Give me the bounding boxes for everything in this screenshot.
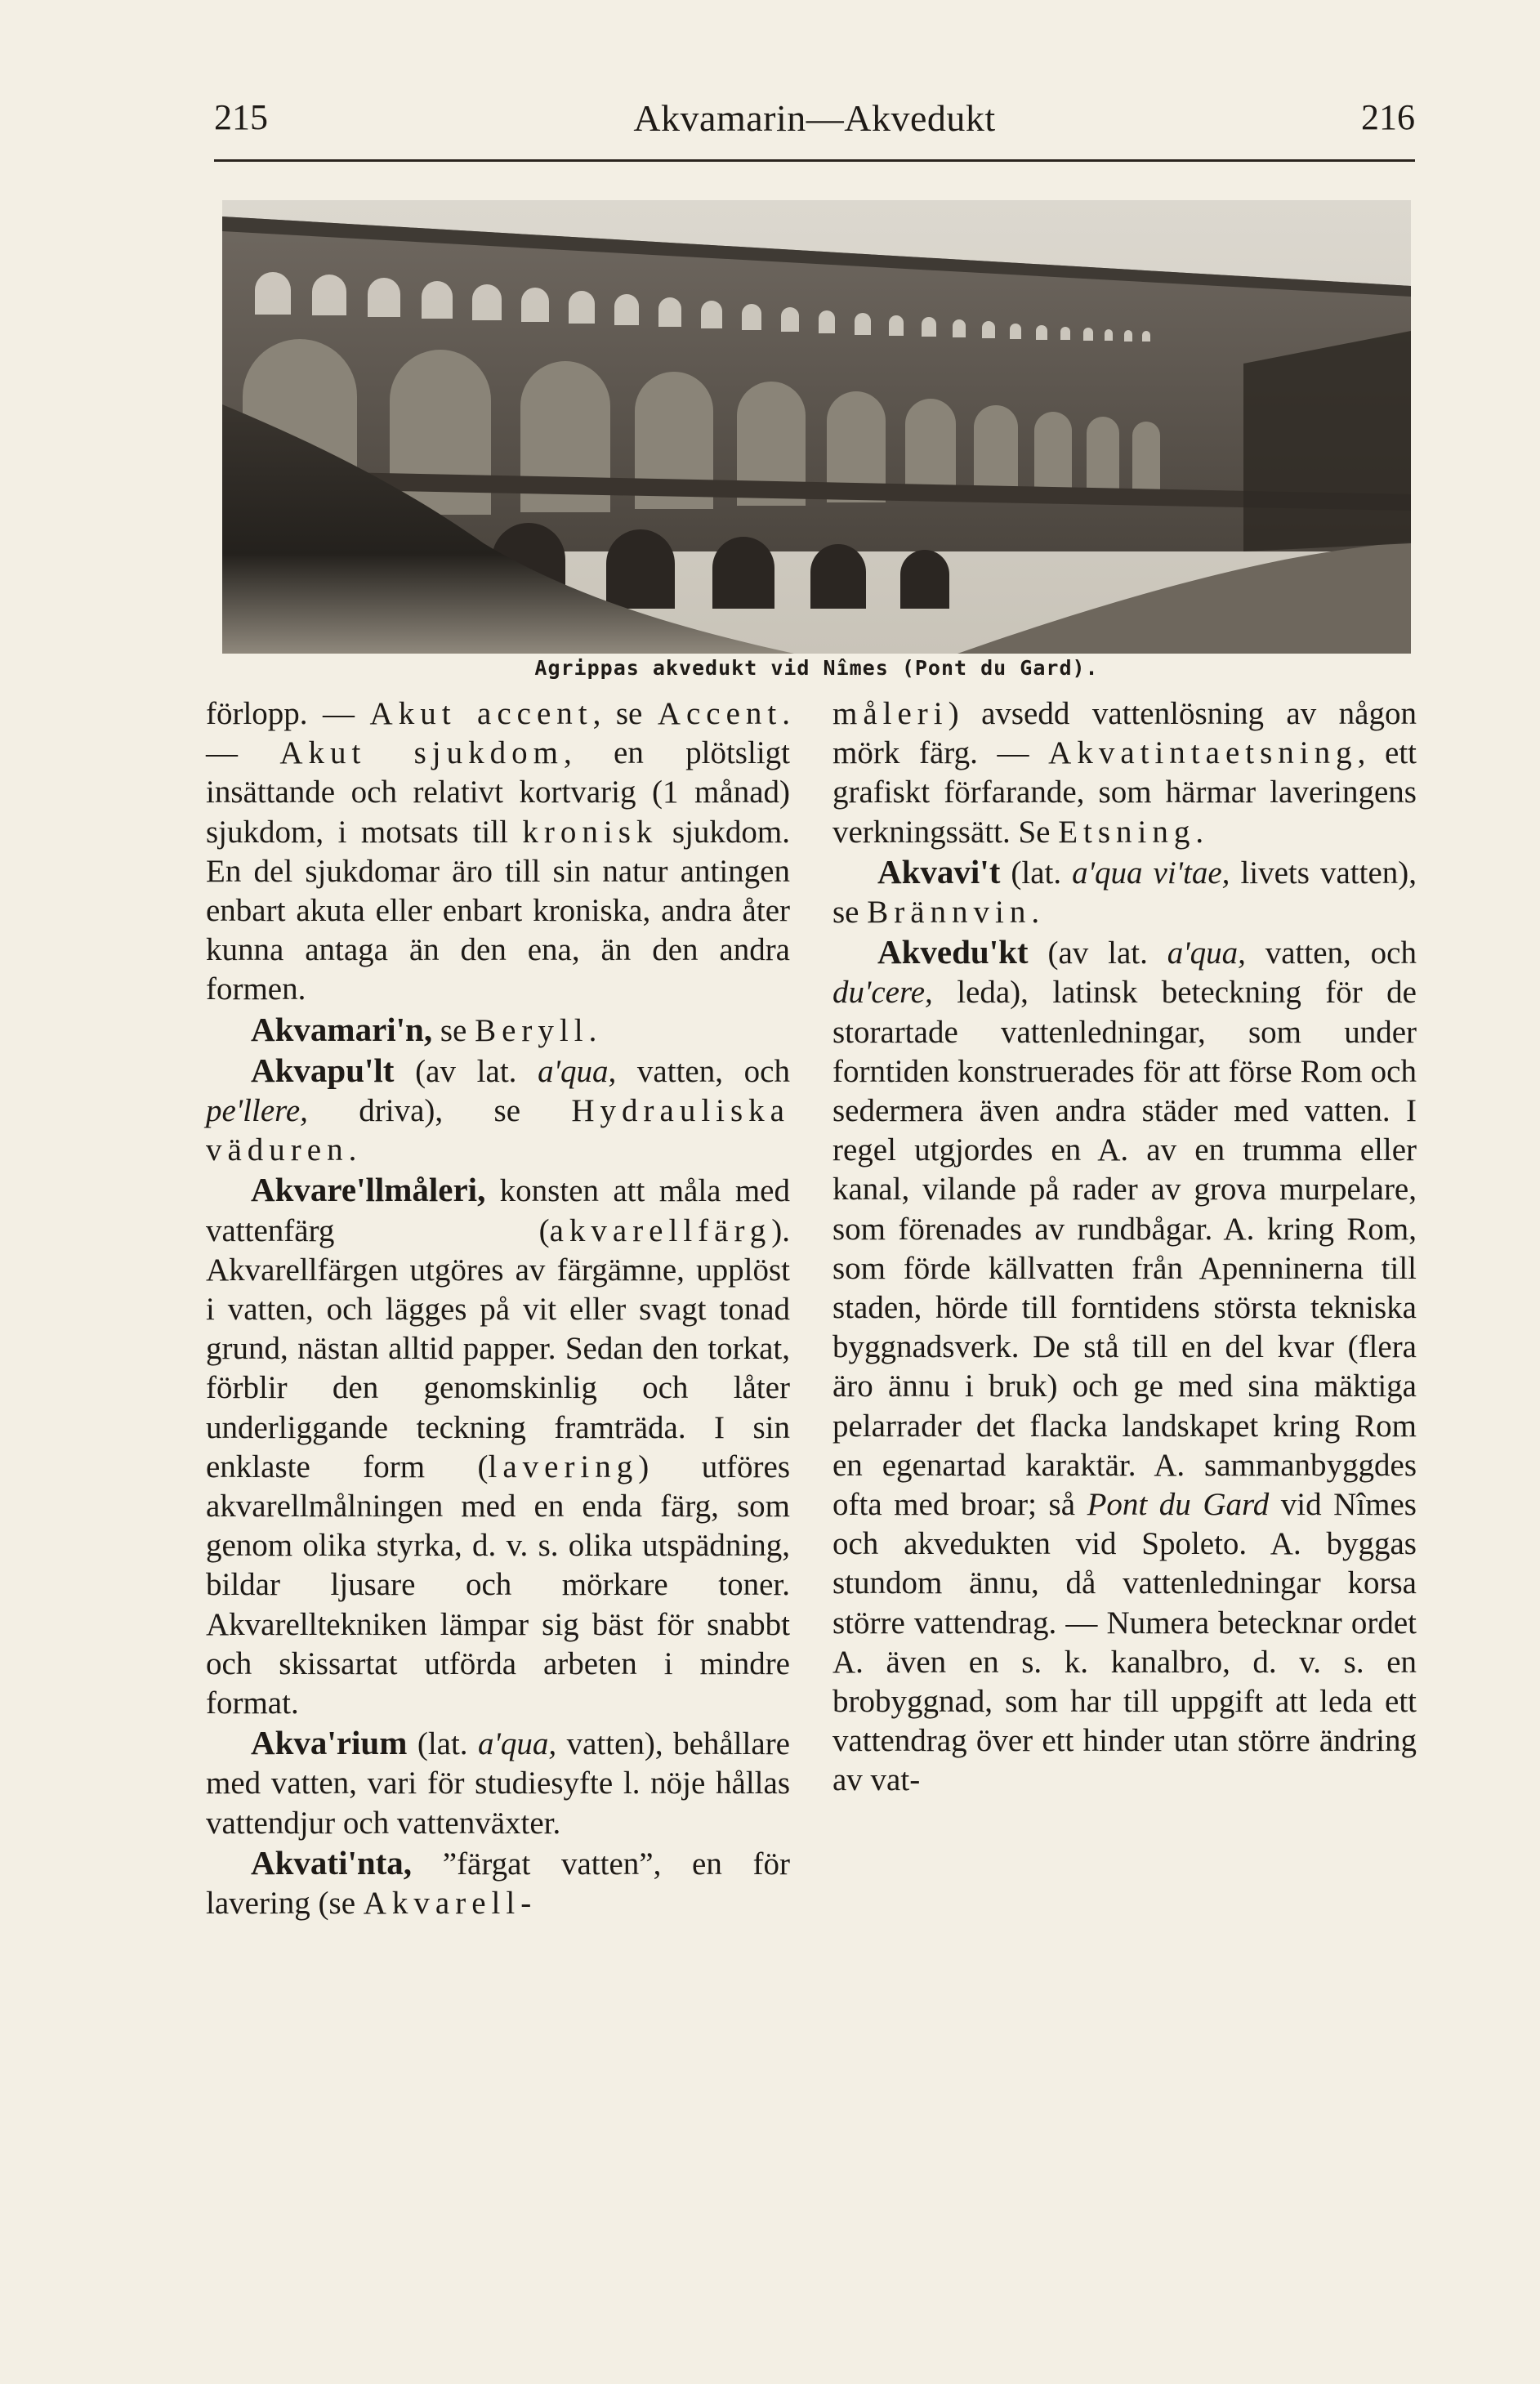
text-segment: lavering	[488, 1449, 639, 1484]
text-segment: . —	[206, 696, 790, 771]
text-segment: sjukdom. En del sjukdomar äro till sin natur antingen enbart akuta eller enbart kroniska, andra åter kunna antaga än den ena, än den andra formen.	[206, 814, 790, 1007]
text-segment: måleri	[832, 696, 949, 731]
page-title: Akvamarin—Akvedukt	[633, 97, 996, 139]
text-segment: leda), latinsk beteckning för de storartade vattenledningar, som under forntiden konstruerades för att förse Rom och sedermera även andra städer med vatten. I regel utgjordes en A. av en trumma eller kanal, vilande på rader av grova murpelare, som förenades av rundbågar. A. kring Rom, som förde källvatten från Apenninerna till staden, hörde till forntidens största tekniska byggnadsverk. De stå till en del kvar (flera äro ännu i bruk) och ge med sina mäktiga pelarrader det flacka landskapet kring Rom en egenartad karaktär. A. sammanbyggdes ofta med broar; så	[832, 975, 1417, 1523]
aqueduct-photo	[222, 200, 1411, 654]
running-head	[214, 96, 1415, 154]
text-segment: (av lat.	[394, 1053, 538, 1089]
text-segment: ”färgat vatten”, en för lavering (se	[206, 1846, 790, 1922]
text-segment: Pont du Gard	[1087, 1487, 1270, 1523]
text-segment: vatten, och	[616, 1053, 790, 1089]
text-segment: .	[1031, 895, 1040, 931]
text-segment: .	[588, 1012, 597, 1048]
headword: Akvare'llmåleri,	[251, 1171, 486, 1209]
text-segment: , ett grafiskt förfarande, som härmar laveringens verkningssätt. Se	[832, 735, 1417, 850]
entry-akvarellmaleri	[206, 1170, 790, 1723]
text-segment: Etsning	[1058, 814, 1196, 850]
entry-akvatinta	[206, 1843, 790, 1923]
text-segment: ) utföres akvarellmålningen med en enda färg, som genom olika styrka, d. v. s. olika utspädning, bildar ljusare och mörkare toner. Akvarelltekniken lämpar sig bäst för snabbt och skissartat utförda arbeten i mindre format.	[206, 1449, 790, 1721]
figure-caption: Agrippas akvedukt vid Nîmes (Pont du Gard).	[534, 656, 1099, 680]
right-paragraph-1	[832, 694, 1417, 852]
text-segment: (lat.	[1000, 855, 1073, 891]
text-segment: (av lat.	[1028, 935, 1167, 971]
text-segment: a'qua,	[1167, 935, 1246, 971]
text-segment: .	[348, 1132, 357, 1168]
text-segment: a'qua,	[478, 1726, 557, 1762]
page-number-right: 216	[1361, 97, 1415, 137]
left-column	[206, 694, 790, 1923]
text-segment: vatten, och	[1245, 935, 1417, 971]
headword: Akvavi't	[877, 852, 1001, 891]
text-segment: .	[1195, 814, 1204, 850]
text-segment: se	[432, 1012, 475, 1048]
headword: Akvamari'n,	[251, 1010, 433, 1048]
text-segment: vatten), behållare med vatten, vari för studiesyfte l. nöje hållas vattendjur och vattenväxter.	[206, 1726, 790, 1841]
header-rule	[214, 159, 1415, 162]
text-segment: Akvarell-	[363, 1886, 538, 1922]
text-segment: a'qua vi'tae,	[1072, 855, 1230, 891]
text-segment: , en plötsligt insättande och relativt kortvarig (1 månad) sjukdom, i motsats till	[206, 735, 790, 850]
text-segment: Hydrauliska väduren	[206, 1093, 790, 1168]
text-segment: ). Akvarellfärgen utgöres av färgämne, upplöst i vatten, och lägges på vit eller svagt tonad grund, nästan alltid papper. Sedan den torkat, förblir den genomskinlig och låter underliggande teckning framträda. I sin enklaste form (	[206, 1212, 790, 1484]
headword: Akvapu'lt	[251, 1051, 395, 1089]
text-segment: pe'llere,	[206, 1093, 308, 1129]
text-segment: du'cere,	[832, 975, 933, 1011]
right-column	[832, 694, 1417, 1801]
entry-akvedukt	[832, 932, 1417, 1800]
text-segment: livets vatten), se	[832, 855, 1417, 931]
text-segment: Accent	[657, 696, 783, 731]
text-segment: Beryll	[475, 1012, 589, 1048]
text-segment: Brännvin	[867, 895, 1032, 931]
text-segment: , se	[592, 696, 658, 731]
headword: Akva'rium	[251, 1724, 408, 1762]
entry-akvavit	[832, 852, 1417, 932]
headword: Akvati'nta,	[251, 1843, 413, 1882]
text-segment: förlopp. —	[206, 696, 370, 731]
text-segment: driva), se	[307, 1093, 572, 1129]
text-segment: ) avsedd vattenlösning av någon mörk färg. —	[832, 696, 1417, 771]
headword: Akvedu'kt	[877, 933, 1029, 971]
text-segment: kronisk	[522, 814, 658, 850]
text-segment: Akut sjukdom	[279, 735, 564, 771]
text-segment: a'qua,	[538, 1053, 617, 1089]
page-number-left: 215	[214, 97, 268, 137]
aqueduct-illustration	[222, 200, 1411, 654]
text-segment: konsten att måla med vattenfärg (	[206, 1173, 790, 1248]
entry-akvamarin	[206, 1010, 790, 1051]
left-paragraph-1	[206, 694, 790, 1010]
entry-akvapult	[206, 1051, 790, 1171]
text-segment: Akut accent	[369, 696, 593, 731]
text-segment: vid Nîmes och akvedukten vid Spoleto. A. byggas stundom ännu, då vattenledningar korsa större vattendrag. — Numera betecknar ordet A. även en s. k. kanalbro, d. v. s. en brobyggnad, som har till uppgift att leda ett vattendrag över ett hinder utan större ändring av vat-	[832, 1487, 1417, 1798]
text-segment: akvarellfärg	[549, 1212, 772, 1248]
text-segment: (lat.	[407, 1726, 479, 1762]
entry-akvarium	[206, 1723, 790, 1843]
text-segment: Akvatintaetsning	[1048, 735, 1358, 771]
